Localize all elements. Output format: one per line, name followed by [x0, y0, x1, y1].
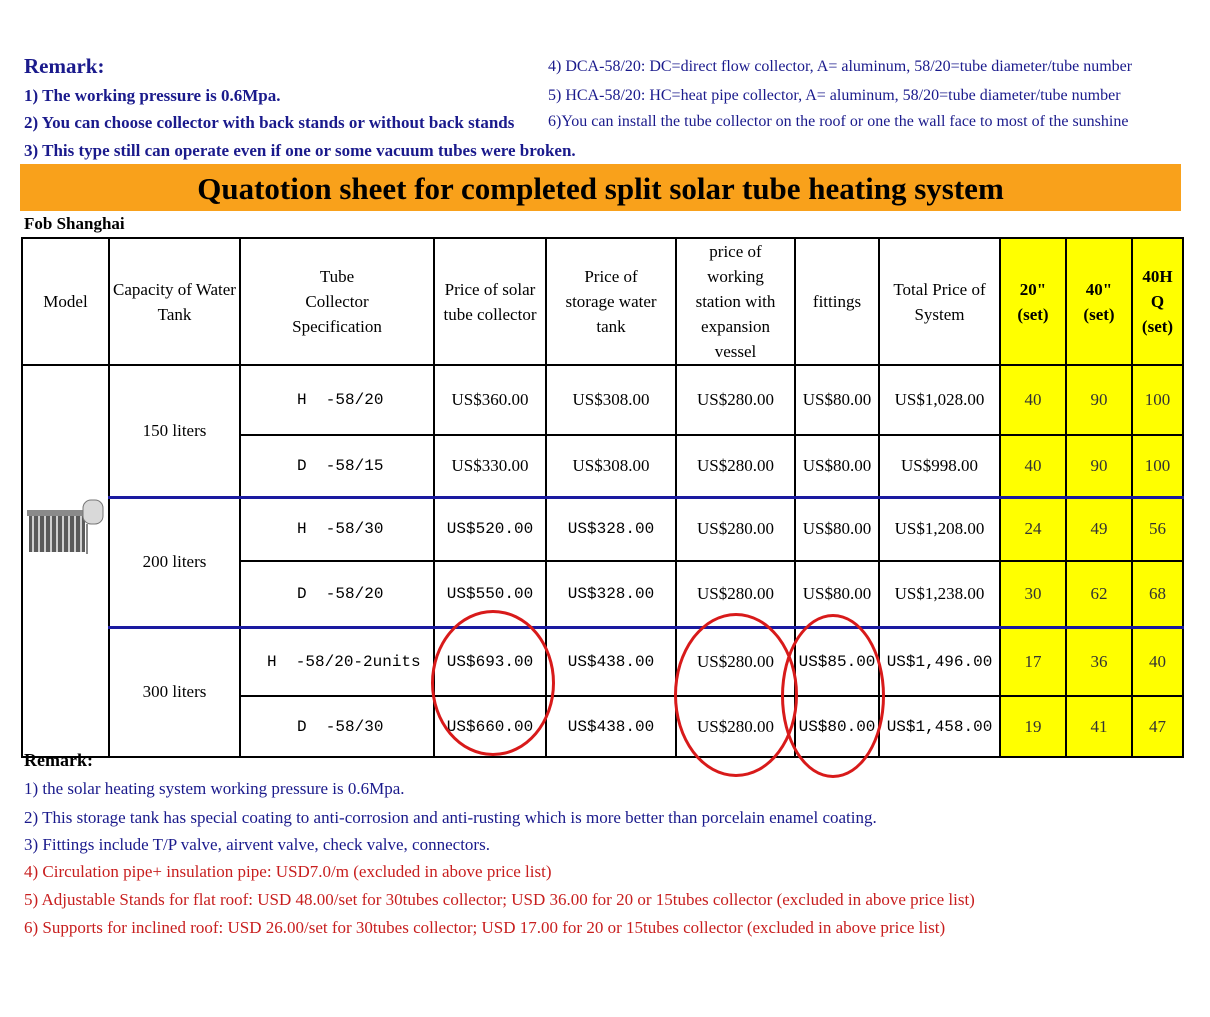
- qty-40-cell: 36: [1066, 627, 1132, 696]
- top-remark-title: Remark:: [24, 54, 105, 78]
- total-price-cell: US$1,208.00: [879, 497, 1000, 561]
- top-remark-line-1: 1) The working pressure is 0.6Mpa.: [24, 86, 281, 105]
- qty-40-cell: 41: [1066, 696, 1132, 757]
- tank-price-cell: US$438.00: [546, 627, 676, 696]
- station-price-cell: US$280.00: [676, 561, 795, 627]
- sheet-title: Quatotion sheet for completed split solar tube heating system: [20, 164, 1181, 211]
- header-40ft: 40" (set): [1066, 238, 1132, 365]
- qty-40-cell: 62: [1066, 561, 1132, 627]
- capacity-150: 150 liters: [109, 365, 240, 497]
- station-price-cell: US$280.00: [676, 435, 795, 497]
- tank-price-cell: US$328.00: [546, 497, 676, 561]
- fittings-cell: US$80.00: [795, 497, 879, 561]
- qty-40-cell: 90: [1066, 435, 1132, 497]
- header-row: [22, 238, 1183, 365]
- spec-cell: H -58/20: [240, 365, 434, 435]
- qty-40hq-cell: 56: [1132, 497, 1183, 561]
- header-20ft: 20" (set): [1000, 238, 1066, 365]
- total-price-cell: US$998.00: [879, 435, 1000, 497]
- collector-price-cell: US$693.00: [434, 627, 546, 696]
- qty-20-cell: 24: [1000, 497, 1066, 561]
- bottom-remark-line-6: 6) Supports for inclined roof: USD 26.00/set for 30tubes collector; USD 17.00 for 20 or 15tubes collector (excluded in above price list): [24, 918, 946, 937]
- station-price-cell: US$280.00: [676, 696, 795, 757]
- qty-40hq-cell: 47: [1132, 696, 1183, 757]
- header-model: Model: [22, 238, 109, 365]
- total-price-cell: US$1,238.00: [879, 561, 1000, 627]
- capacity-300: 300 liters: [109, 627, 240, 757]
- bottom-remark-line-4: 4) Circulation pipe+ insulation pipe: USD7.0/m (excluded in above price list): [24, 862, 552, 881]
- station-price-cell: US$280.00: [676, 365, 795, 435]
- total-price-cell: US$1,028.00: [879, 365, 1000, 435]
- bottom-remark-line-5: 5) Adjustable Stands for flat roof: USD 48.00/set for 30tubes collector; USD 36.00 for 20 or 15tubes collector (excluded in above price list): [24, 890, 975, 909]
- collector-price-cell: US$520.00: [434, 497, 546, 561]
- spec-cell: H -58/30: [240, 497, 434, 561]
- fittings-cell: US$80.00: [795, 365, 879, 435]
- top-remark-line-5: 5) HCA-58/20: HC=heat pipe collector, A= aluminum, 58/20=tube diameter/tube number: [548, 87, 1121, 104]
- solar-heater-image: [25, 494, 105, 558]
- fittings-cell: US$80.00: [795, 696, 879, 757]
- bottom-remark-line-2: 2) This storage tank has special coating to anti-corrosion and anti-rusting which is more better than porcelain enamel coating.: [24, 808, 877, 827]
- capacity-200: 200 liters: [109, 497, 240, 627]
- spec-cell: H -58/20-2units: [240, 627, 434, 696]
- fittings-cell: US$80.00: [795, 561, 879, 627]
- header-40hq: 40H Q (set): [1132, 238, 1183, 365]
- bottom-remark-line-3: 3) Fittings include T/P valve, airvent valve, check valve, connectors.: [24, 835, 490, 854]
- quote-table: [21, 237, 1184, 758]
- highlight-circle-fittings: [781, 614, 885, 778]
- qty-40hq-cell: 100: [1132, 435, 1183, 497]
- bottom-remark-line-1: 1) the solar heating system working pressure is 0.6Mpa.: [24, 779, 405, 798]
- qty-40hq-cell: 68: [1132, 561, 1183, 627]
- table-row: [22, 497, 1183, 561]
- top-remark-line-2: 2) You can choose collector with back stands or without back stands: [24, 113, 515, 132]
- station-price-cell: US$280.00: [676, 627, 795, 696]
- total-price-cell: US$1,496.00: [879, 627, 1000, 696]
- highlight-circle-station: [674, 613, 798, 777]
- header-capacity: Capacity of Water Tank: [109, 238, 240, 365]
- tank-price-cell: US$438.00: [546, 696, 676, 757]
- spec-cell: D -58/20: [240, 561, 434, 627]
- collector-price-cell: US$360.00: [434, 365, 546, 435]
- qty-40hq-cell: 100: [1132, 365, 1183, 435]
- spec-cell: D -58/30: [240, 696, 434, 757]
- tank-price-cell: US$308.00: [546, 365, 676, 435]
- tank-price-cell: US$328.00: [546, 561, 676, 627]
- total-price-cell: US$1,458.00: [879, 696, 1000, 757]
- top-remark-line-3: 3) This type still can operate even if one or some vacuum tubes were broken.: [24, 141, 576, 160]
- top-remark-line-4: 4) DCA-58/20: DC=direct flow collector, A= aluminum, 58/20=tube diameter/tube number: [548, 58, 1133, 75]
- qty-20-cell: 40: [1000, 435, 1066, 497]
- top-remark-line-6: 6)You can install the tube collector on the roof or one the wall face to most of the sunshine: [548, 113, 1129, 130]
- header-tank-price: Price of storage water tank: [546, 238, 676, 365]
- header-station-price: price of working station with expansion vessel: [676, 238, 795, 365]
- spec-cell: D -58/15: [240, 435, 434, 497]
- qty-40-cell: 90: [1066, 365, 1132, 435]
- qty-40-cell: 49: [1066, 497, 1132, 561]
- table-row: [22, 365, 1183, 435]
- qty-20-cell: 30: [1000, 561, 1066, 627]
- header-total-price: Total Price of System: [879, 238, 1000, 365]
- collector-price-cell: US$550.00: [434, 561, 546, 627]
- qty-20-cell: 17: [1000, 627, 1066, 696]
- tank-price-cell: US$308.00: [546, 435, 676, 497]
- bottom-remark-title: Remark:: [24, 750, 93, 770]
- highlight-circle-collector: [431, 610, 555, 756]
- header-spec: Tube Collector Specification: [240, 238, 434, 365]
- qty-40hq-cell: 40: [1132, 627, 1183, 696]
- header-fittings: fittings: [795, 238, 879, 365]
- station-price-cell: US$280.00: [676, 497, 795, 561]
- qty-20-cell: 40: [1000, 365, 1066, 435]
- fittings-cell: US$80.00: [795, 435, 879, 497]
- collector-price-cell: US$330.00: [434, 435, 546, 497]
- table-row: [22, 627, 1183, 696]
- fittings-cell: US$85.00: [795, 627, 879, 696]
- qty-20-cell: 19: [1000, 696, 1066, 757]
- collector-price-cell: US$660.00: [434, 696, 546, 757]
- header-collector-price: Price of solar tube collector: [434, 238, 546, 365]
- fob-label: Fob Shanghai: [24, 214, 125, 233]
- model-cell: [22, 365, 109, 757]
